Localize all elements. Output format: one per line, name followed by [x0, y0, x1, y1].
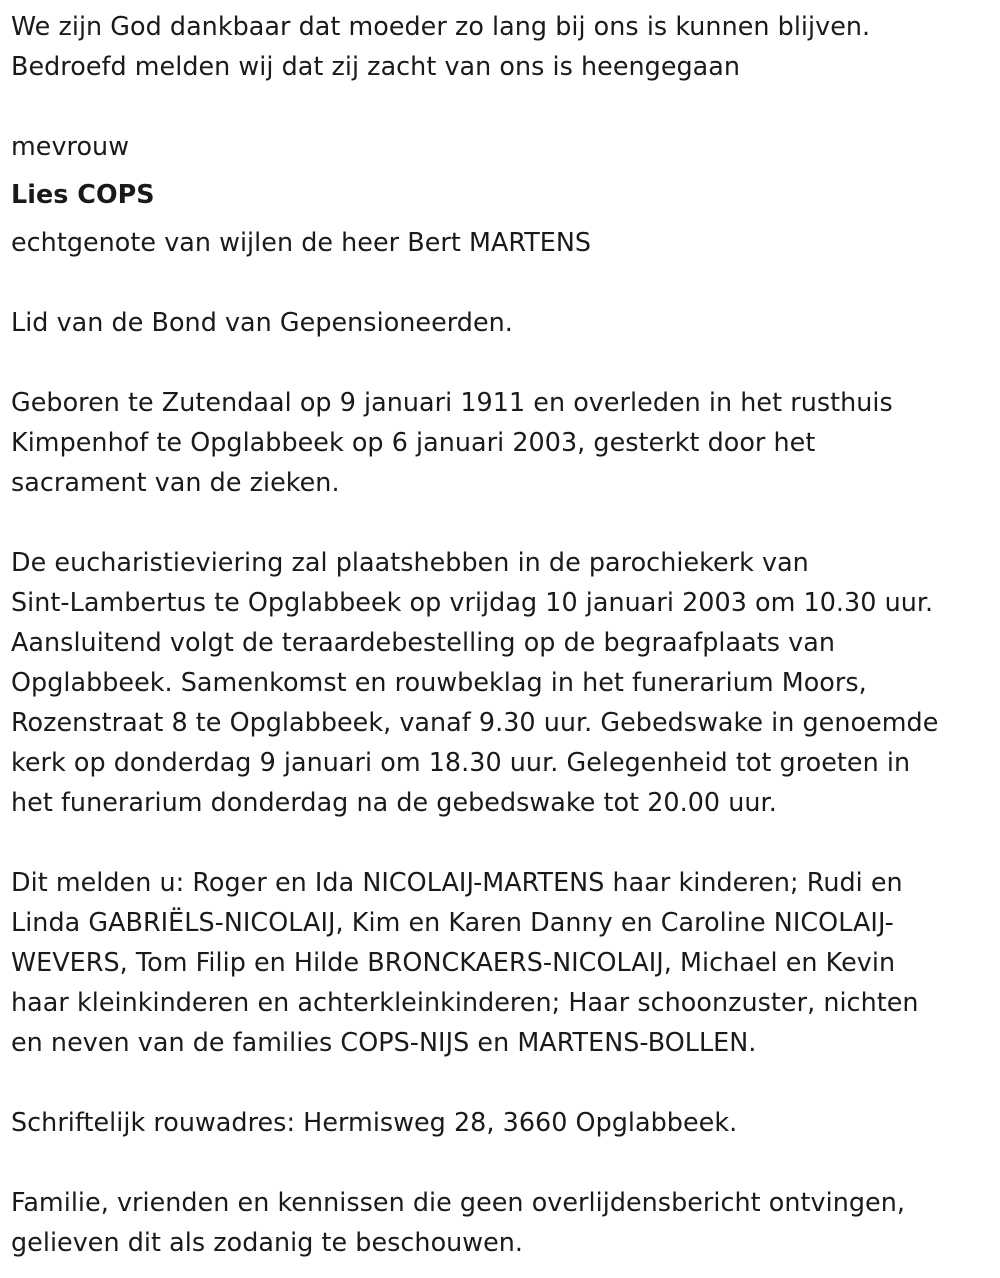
intro-paragraph [11, 6, 990, 86]
closing-line: Familie, vrienden en kennissen die geen overlijdensbericht ontvingen, [11, 1187, 905, 1217]
family-line: Dit melden u: Roger en Ida NICOLAIJ-MARTENS haar kinderen; Rudi en [11, 867, 903, 897]
deceased-name: Lies COPS [11, 179, 155, 209]
service-line: kerk op donderdag 9 januari om 18.30 uur. Gelegenheid tot groeten in [11, 747, 911, 777]
intro-line: We zijn God dankbaar dat moeder zo lang bij ons is kunnen blijven. [11, 11, 871, 41]
service-line: Aansluitend volgt de teraardebestelling op de begraafplaats van [11, 627, 835, 657]
service-line: Sint-Lambertus te Opglabbeek op vrijdag 10 januari 2003 om 10.30 uur. [11, 587, 934, 617]
closing-line: gelieven dit als zodanig te beschouwen. [11, 1227, 524, 1257]
family-line: Linda GABRIËLS-NICOLAIJ, Kim en Karen Danny en Caroline NICOLAIJ- [11, 907, 894, 937]
service-line: het funerarium donderdag na de gebedswake tot 20.00 uur. [11, 787, 777, 817]
family-line: haar kleinkinderen en achterkleinkinderen; Haar schoonzuster, nichten [11, 987, 919, 1017]
birth-death-paragraph [11, 382, 990, 502]
service-line: Opglabbeek. Samenkomst en rouwbeklag in het funerarium Moors, [11, 667, 867, 697]
closing-paragraph [11, 1182, 990, 1262]
membership-paragraph: Lid van de Bond van Gepensioneerden. [11, 307, 513, 337]
service-line: Rozenstraat 8 te Opglabbeek, vanaf 9.30 uur. Gebedswake in genoemde [11, 707, 939, 737]
family-line: WEVERS, Tom Filip en Hilde BRONCKAERS-NICOLAIJ, Michael en Kevin [11, 947, 896, 977]
birth-death-line: Kimpenhof te Opglabbeek op 6 januari 2003, gesterkt door het [11, 427, 816, 457]
service-line: De eucharistieviering zal plaatshebben in de parochiekerk van [11, 547, 809, 577]
spouse-line: echtgenote van wijlen de heer Bert MARTENS [11, 227, 592, 257]
birth-death-line: Geboren te Zutendaal op 9 januari 1911 en overleden in het rusthuis [11, 387, 893, 417]
address-paragraph: Schriftelijk rouwadres: Hermisweg 28, 3660 Opglabbeek. [11, 1107, 738, 1137]
family-line: en neven van de families COPS-NIJS en MARTENS-BOLLEN. [11, 1027, 757, 1057]
family-paragraph [11, 862, 990, 1062]
intro-line: Bedroefd melden wij dat zij zacht van ons is heengegaan [11, 51, 741, 81]
service-paragraph [11, 542, 990, 822]
birth-death-line: sacrament van de zieken. [11, 467, 340, 497]
honorific: mevrouw [11, 131, 130, 161]
